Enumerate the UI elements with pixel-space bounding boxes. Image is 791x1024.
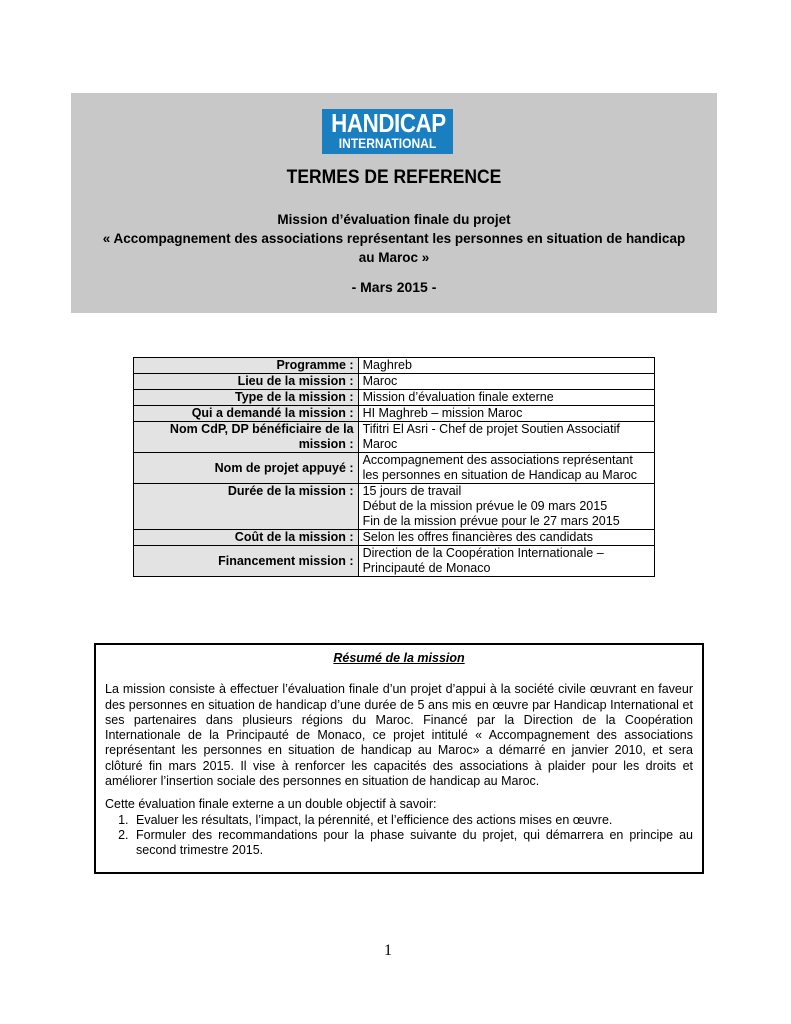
row-value: Direction de la Coopération Internationale – Principauté de Monaco: [358, 546, 654, 577]
table-row: [134, 546, 655, 577]
row-value: Accompagnement des associations représentant les personnes en situation de Handicap au Maroc: [358, 453, 654, 484]
row-value: [358, 484, 654, 530]
row-label: Programme :: [134, 358, 359, 374]
list-item: 1. Evaluer les résultats, l’impact, la pérennité, et l’efficience des actions mises en œuvre.: [132, 813, 693, 828]
subtitle-line2: « Accompagnement des associations représentant les personnes en situation de handicap au Maroc »: [102, 231, 686, 265]
row-label: Qui a demandé la mission :: [134, 406, 359, 422]
summary-heading: Résumé de la mission: [333, 651, 465, 665]
mission-info-table: [133, 357, 655, 577]
handicap-international-logo: [322, 109, 453, 154]
table-row: [134, 374, 655, 390]
objectives-list: [105, 813, 693, 859]
row-label: Coût de la mission :: [134, 530, 359, 546]
table-row: [134, 484, 655, 530]
row-value: Maghreb: [358, 358, 654, 374]
table-row: [134, 358, 655, 374]
list-item: 2. Formuler des recommandations pour la phase suivante du projet, qui démarrera en principe au second trimestre 2015.: [132, 828, 693, 859]
summary-paragraph: La mission consiste à effectuer l’évaluation finale d’un projet d’appui à la société civile œuvrant en faveur des personnes en situation de handicap d’une durée de 5 ans mis en œuvre par Handicap International et ses partenaires dans plusieurs régions du Maroc. Financé par la Direction de la Coopération Internationale de la Principauté de Monaco, ce projet intitulé « Accompagnement des associations représentant les personnes en situation de handicap au Maroc» a démarré en janvier 2010, et sera clôturé fin mars 2015. Il vise à renforcer les capacités des associations à plaider pour les droits et améliorer l’insertion sociale des personnes en situation de handicap au Maroc.: [105, 682, 693, 789]
row-value: Selon les offres financières des candidats: [358, 530, 654, 546]
row-value: Mission d’évaluation finale externe: [358, 390, 654, 406]
page-number: 1: [384, 942, 392, 959]
logo-line2: INTERNATIONAL: [338, 135, 437, 151]
table-row: [134, 453, 655, 484]
row-label: Financement mission :: [134, 546, 359, 577]
table-row: [134, 530, 655, 546]
row-label: Lieu de la mission :: [134, 374, 359, 390]
subtitle-line1: Mission d’évaluation finale du projet: [277, 212, 511, 227]
logo-line1: HANDICAP: [331, 108, 446, 138]
row-value: Maroc: [358, 374, 654, 390]
document-date: - Mars 2015 -: [351, 279, 437, 295]
row-label: Nom de projet appuyé :: [134, 453, 359, 484]
table-row: [134, 390, 655, 406]
duration-line: 15 jours de travail: [362, 484, 462, 498]
row-value: Tifitri El Asri - Chef de projet Soutien Associatif Maroc: [358, 422, 654, 453]
document-subtitle: [100, 210, 688, 267]
row-label: Type de la mission :: [134, 390, 359, 406]
start-date-line: Début de la mission prévue le 09 mars 2015: [362, 499, 608, 513]
row-value: HI Maghreb – mission Maroc: [358, 406, 654, 422]
row-label: Nom CdP, DP bénéficiaire de la mission :: [134, 422, 359, 453]
end-date-line: Fin de la mission prévue pour le 27 mars 2015: [362, 514, 620, 528]
table-row: [134, 422, 655, 453]
mission-summary-box: [94, 643, 704, 874]
table-row: [134, 406, 655, 422]
document-title: TERMES DE REFERENCE: [286, 167, 502, 188]
objectives-intro: Cette évaluation finale externe a un double objectif à savoir:: [105, 797, 437, 812]
row-label: Durée de la mission :: [134, 484, 359, 530]
